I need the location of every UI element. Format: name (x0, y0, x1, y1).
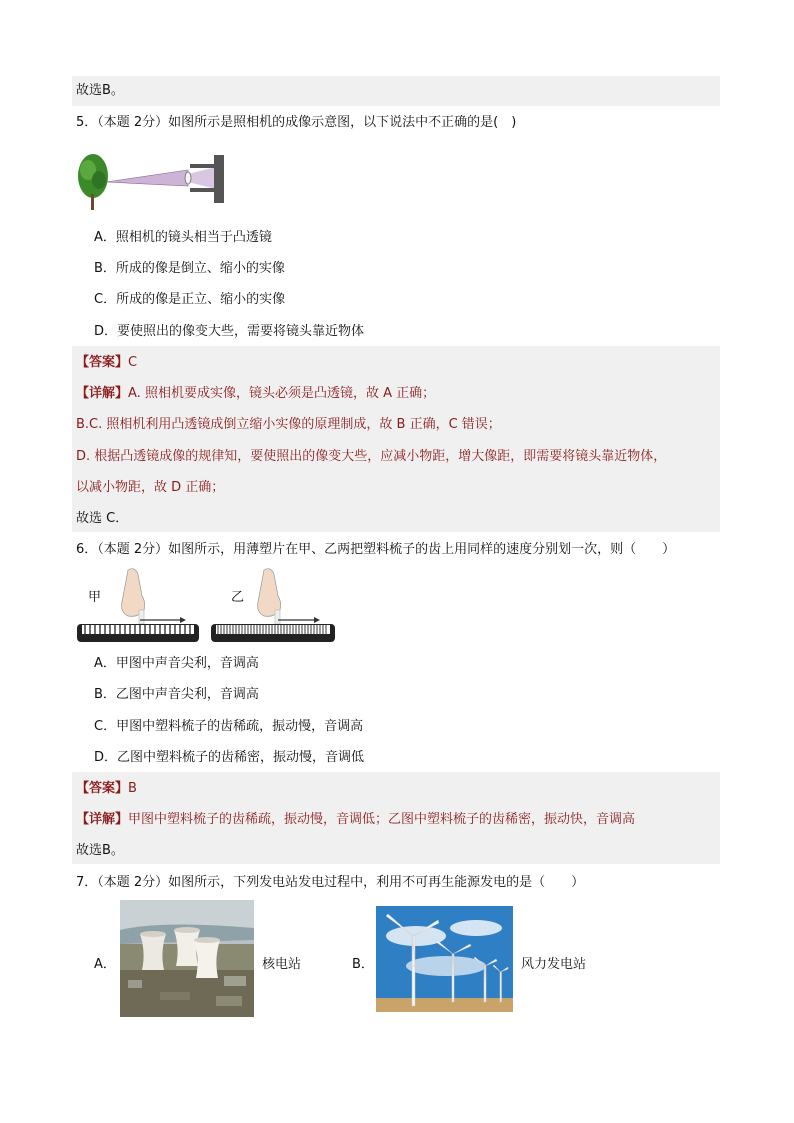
q6-detail (76, 811, 635, 829)
q7-option-b-letter: B． (352, 957, 374, 972)
q7-option-b-text: 风力发电站 (521, 957, 587, 972)
answer-label: 【答案】 (76, 781, 129, 796)
q6-stem: 6．（本题 2分）如图所示，用薄塑片在甲、乙两把塑料梳子的齿上用同样的速度分别划一次，则（ ） (76, 542, 676, 557)
answer-label: 【答案】 (76, 355, 129, 370)
q6-option-b: B．乙图中声音尖利，音调高 (94, 687, 259, 702)
detail-label: 【详解】 (76, 812, 129, 827)
q5-stem: 5．（本题 2分）如图所示是照相机的成像示意图，以下说法中不正确的是( ) (76, 115, 517, 130)
q5-solution-box (72, 346, 720, 532)
q6-option-c: C．甲图中塑料梳子的齿稀疏，振动慢，音调高 (94, 719, 364, 734)
nuclear-plant-photo (120, 900, 254, 1017)
q5-option-b: B．所成的像是倒立、缩小的实像 (94, 261, 285, 276)
q7-option-a-letter: A． (94, 957, 116, 972)
q6-answer (76, 780, 137, 798)
q5-option-d: D．要使照出的像变大些，需要将镜头靠近物体 (94, 324, 365, 339)
answer-value: C (128, 355, 138, 370)
q5-answer (76, 354, 137, 372)
q4-conclusion: 故选B。 (76, 83, 124, 98)
answer-value: B (128, 781, 137, 796)
comb-yi-figure (210, 566, 338, 646)
q7-option-a-text: 核电站 (262, 957, 302, 972)
label-jia: 甲 (88, 590, 102, 605)
q5-option-c: C．所成的像是正立、缩小的实像 (94, 292, 286, 307)
q6-option-d: D．乙图中塑料梳子的齿稀密，振动慢，音调低 (94, 750, 365, 765)
q5-detail-line-2: B.C. 照相机利用凸透镜成倒立缩小实像的原理制成，故 B 正确，C 错误； (76, 417, 501, 432)
q5-detail-line-4: 以减小物距，故 D 正确； (76, 480, 225, 495)
detail-text: A. 照相机要成实像，镜头必须是凸透镜，故 A 正确； (128, 386, 436, 401)
q5-option-a: A．照相机的镜头相当于凸透镜 (94, 230, 272, 245)
detail-label: 【详解】 (76, 386, 129, 401)
camera-diagram (76, 150, 226, 214)
q5-detail-line-1 (76, 385, 435, 403)
q5-detail-line-3: D. 根据凸透镜成像的规律知，要使照出的像变大些，应减小物距，增大像距，即需要将镜头靠近物体， (76, 449, 667, 464)
q5-conclusion: 故选 C． (76, 511, 129, 526)
label-yi: 乙 (231, 590, 245, 605)
comb-jia-figure (76, 566, 202, 646)
wind-farm-photo (376, 906, 513, 1012)
detail-text: 甲图中塑料梳子的齿稀疏，振动慢，音调低；乙图中塑料梳子的齿稀密，振动快，音调高 (128, 812, 636, 827)
q6-option-a: A．甲图中声音尖利，音调高 (94, 656, 259, 671)
q4-conclusion-box (72, 76, 720, 106)
q7-stem: 7．（本题 2分）如图所示，下列发电站发电过程中，利用不可再生能源发电的是（ ） (76, 875, 585, 890)
q6-conclusion: 故选B。 (76, 843, 124, 858)
